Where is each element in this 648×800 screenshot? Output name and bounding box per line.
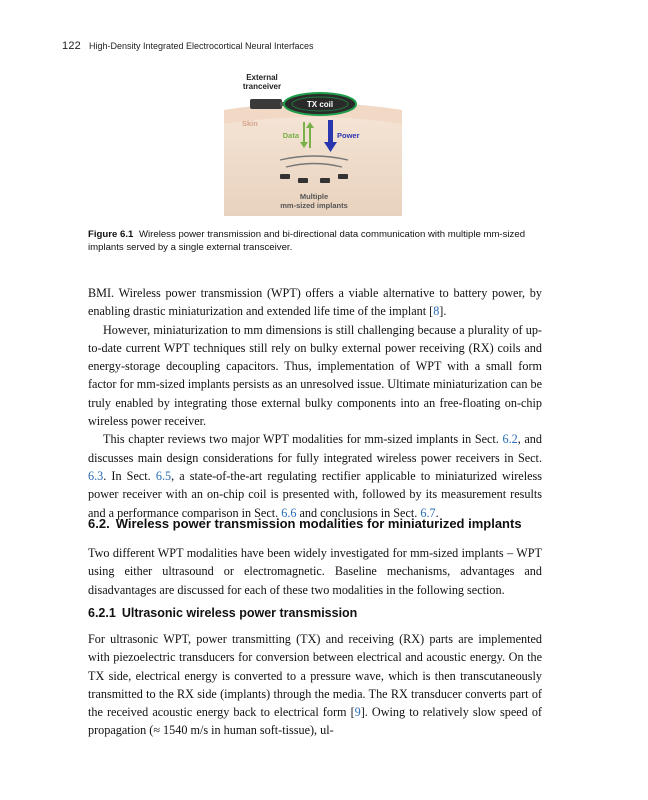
label-implants-1: Multiple [299, 192, 329, 201]
implant-4 [338, 174, 348, 179]
section-number: 6.2. [88, 516, 110, 531]
cross-reference-link[interactable]: 6.3 [88, 468, 104, 483]
wpt-diagram [224, 66, 402, 216]
label-tx-coil: TX coil [306, 100, 334, 109]
paragraph-1: BMI. Wireless power transmission (WPT) offers a viable alternative to battery power, by enabling drastic miniaturization and extended life time of the implant [8]. [88, 286, 542, 319]
label-power: Power [337, 131, 360, 140]
cross-reference-link[interactable]: 9 [354, 705, 361, 720]
power-arrow [328, 120, 333, 144]
caption-label: Figure 6.1 [88, 229, 134, 240]
label-transceiver-1: External [246, 73, 278, 82]
implant-2 [298, 178, 308, 183]
cross-reference-link[interactable]: 6.5 [155, 468, 172, 483]
implant-3 [320, 178, 330, 183]
paragraph-3: This chapter reviews two major WPT modalities for mm-sized implants in Sect. 6.2, and discusses main design considerations for fully integrated wireless power receivers in Sect. 6.3. In Sect. 6.5, a state-of-the-art regulating rectifier applicable to miniaturized wireless power receiver with an on-chip coil is presented with, followed by its measurement results and a performance comparison in Sect. 6.6 and conclusions in Sect. 6.7. [88, 432, 542, 520]
section-6-2-1-text [88, 630, 542, 740]
figure-6-1 [224, 66, 402, 216]
intro-text [88, 284, 542, 522]
running-title: High-Density Integrated Electrocortical Neural Interfaces [88, 41, 314, 51]
paragraph-2: However, miniaturization to mm dimensions is still challenging because a plurality of up-to-date current WPT techniques still rely on bulky external power receiving (RX) coils and energy-storage decoupling capacitors. Thus, implementation of WPT with a small form factor for mm-sized implants persists as an unresolved issue. Ultimate miniaturization can be truly enabled by integrating those external bulky components into an free-floating on-chip wireless power receiver. [88, 322, 542, 429]
cross-reference-link[interactable]: 6.2 [502, 432, 518, 447]
section-heading-6-2 [88, 516, 528, 531]
label-implants-2: mm-sized implants [280, 201, 348, 210]
implant-1 [280, 174, 290, 179]
subsection-heading-6-2-1 [88, 606, 363, 620]
subsection-number: 6.2.1 [88, 606, 116, 620]
running-header [62, 40, 314, 52]
cross-reference-link[interactable]: 6.6 [281, 505, 297, 520]
cross-reference-link[interactable]: 6.7 [420, 505, 436, 520]
paragraph-5: For ultrasonic WPT, power transmitting (TX) and receiving (RX) parts are implemented with piezoelectric transducers for conversion between electrical and acoustic energy. On the TX side, electrical energy is converted to a pressure wave, which is then transcutaneously transmitted to the RX side (implants) through the media. The RX transducer converts part of the received acoustic energy back to electrical form [9]. Owing to relatively slow speed of propagation (≈ 1540 m/s in human soft-tissue), ul- [88, 632, 542, 738]
transceiver-box [250, 99, 282, 109]
label-data: Data [282, 131, 299, 140]
figure-caption [88, 228, 560, 254]
section-title: Wireless power transmission modalities for miniaturized implants [115, 516, 522, 531]
subsection-title: Ultrasonic wireless power transmission [121, 606, 358, 620]
page-number: 122 [62, 40, 81, 52]
section-6-2-text [88, 544, 542, 599]
cross-reference-link[interactable]: 8 [433, 304, 440, 319]
label-transceiver-2: tranceiver [242, 82, 282, 91]
label-skin: Skin [242, 119, 258, 128]
caption-text: Wireless power transmission and bi-directional data communication with multiple mm-sized implants served by a single external transceiver. [88, 229, 526, 253]
paragraph-4: Two different WPT modalities have been widely investigated for mm-sized implants – WPT using either ultrasound or electromagnetic. Baseline mechanisms, advantages and disadvantages are discussed for each of these two modalities in the following section. [88, 546, 542, 597]
